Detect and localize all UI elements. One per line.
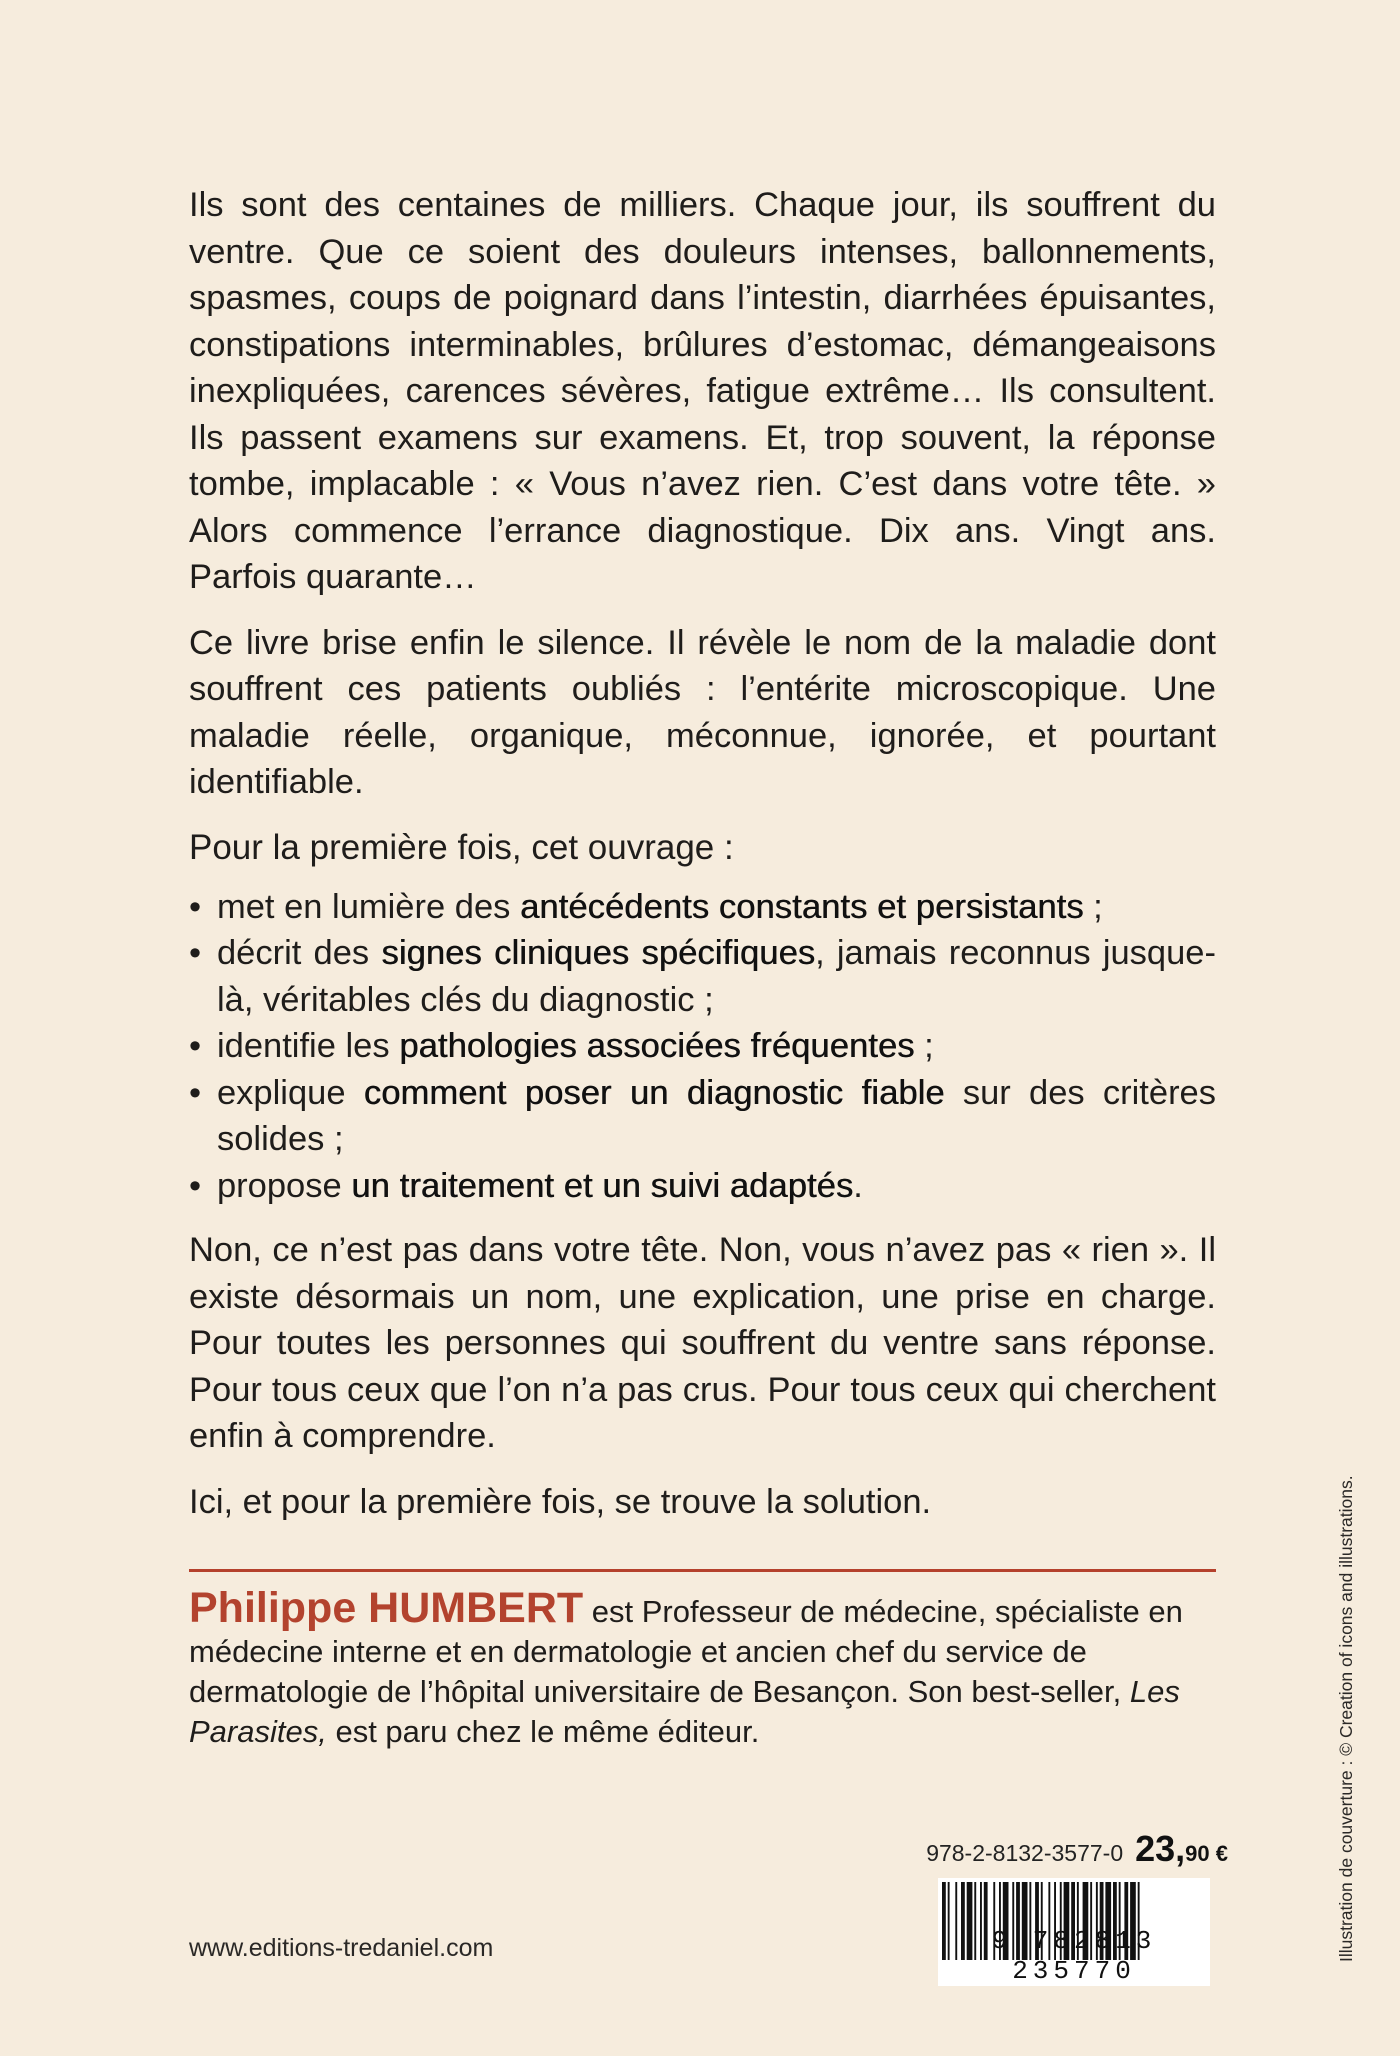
intro-paragraph: Ils sont des centaines de milliers. Chaque jour, ils souffrent du ventre. Que ce soient des douleurs intenses, ballonnements, spasmes, coups de poignard dans l’intestin, diarrhées épuisantes, constipations interminables, brûlures d’estomac, démangeaisons inexpliquées, carences sévères, fatigue extrême… Ils consultent. Ils passent examens sur examens. Et, trop souvent, la réponse tombe, implacable : « Vous n’avez rien. C’est dans votre tête. » Alors commence l’errance diagnostique. Dix ans. Vingt ans. Parfois quarante…: [189, 186, 1216, 596]
list-item: • met en lumière des antécédents constants et persistants ;: [189, 884, 1216, 931]
closing-line: Ici, et pour la première fois, se trouve la solution.: [189, 1482, 932, 1521]
barcode: [938, 1878, 1210, 1986]
highlight-text: signes cliniques spécifiques: [381, 934, 816, 972]
author-bio: Philippe HUMBERT est Professeur de médecine, spécialiste en médecine interne et en dermatologie et ancien chef du service de dermatologie de l’hôpital universitaire de Besançon. Son best-seller, Les Parasites, est paru chez le même éditeur.: [189, 1584, 1183, 1749]
publisher-website: www.editions-tredaniel.com: [189, 1934, 494, 1962]
isbn-price-block: [920, 1828, 1228, 1986]
isbn-number: 978-2-8132-3577-0: [926, 1840, 1124, 1866]
highlight-text: pathologies associées fréquentes: [399, 1027, 915, 1065]
highlight-text: un traitement et un suivi adaptés: [351, 1166, 854, 1205]
bullet-dot-icon: •: [189, 1027, 202, 1065]
section-divider: [189, 1569, 1216, 1572]
author-name: Philippe HUMBERT: [189, 1584, 584, 1632]
list-lead: Pour la première fois, cet ouvrage :: [189, 827, 734, 867]
bullet-dot-icon: •: [189, 934, 202, 972]
price: 23,90 €: [1135, 1828, 1228, 1869]
list-item: • propose un traitement et un suivi adaptés.: [189, 1163, 1216, 1210]
bullet-dot-icon: •: [189, 1166, 202, 1205]
highlight-text: antécédents constants et persistants: [519, 887, 1084, 926]
highlight-text: comment poser un diagnostic fiable: [363, 1073, 945, 1112]
list-item: • explique comment poser un diagnostic fiable sur des critères solides ;: [189, 1070, 1216, 1163]
book-title: Les Parasites,: [189, 1674, 1180, 1749]
disease-paragraph: Ce livre brise enfin le silence. Il révèle le nom de la maladie dont souffrent ces patients oubliés : l’entérite microscopique. Une maladie réelle, organique, méconnue, ignorée, et pourtant identifiable.: [189, 623, 1216, 801]
list-item: • identifie les pathologies associées fréquentes ;: [189, 1023, 1216, 1070]
feature-list: [189, 884, 1216, 1210]
illustration-credit: Illustration de couverture : © Creation of icons and illustrations.: [1336, 1475, 1356, 1962]
reassurance-paragraph: Non, ce n’est pas dans votre tête. Non, vous n’avez pas « rien ». Il existe désormais un nom, une explication, une prise en charge. Pour toutes les personnes qui souffrent du ventre sans réponse. Pour tous ceux que l’on n’a pas crus. Pour tous ceux qui cherchent enfin à comprendre.: [189, 1231, 1216, 1455]
barcode-digits: 9 782813 235770: [991, 1926, 1157, 1986]
list-item: • décrit des signes cliniques spécifiques, jamais reconnus jusque-là, véritables clés du diagnostic ;: [189, 930, 1216, 1023]
bullet-dot-icon: •: [189, 887, 202, 926]
bullet-dot-icon: •: [189, 1073, 202, 1112]
back-cover-text: [189, 182, 1216, 1752]
